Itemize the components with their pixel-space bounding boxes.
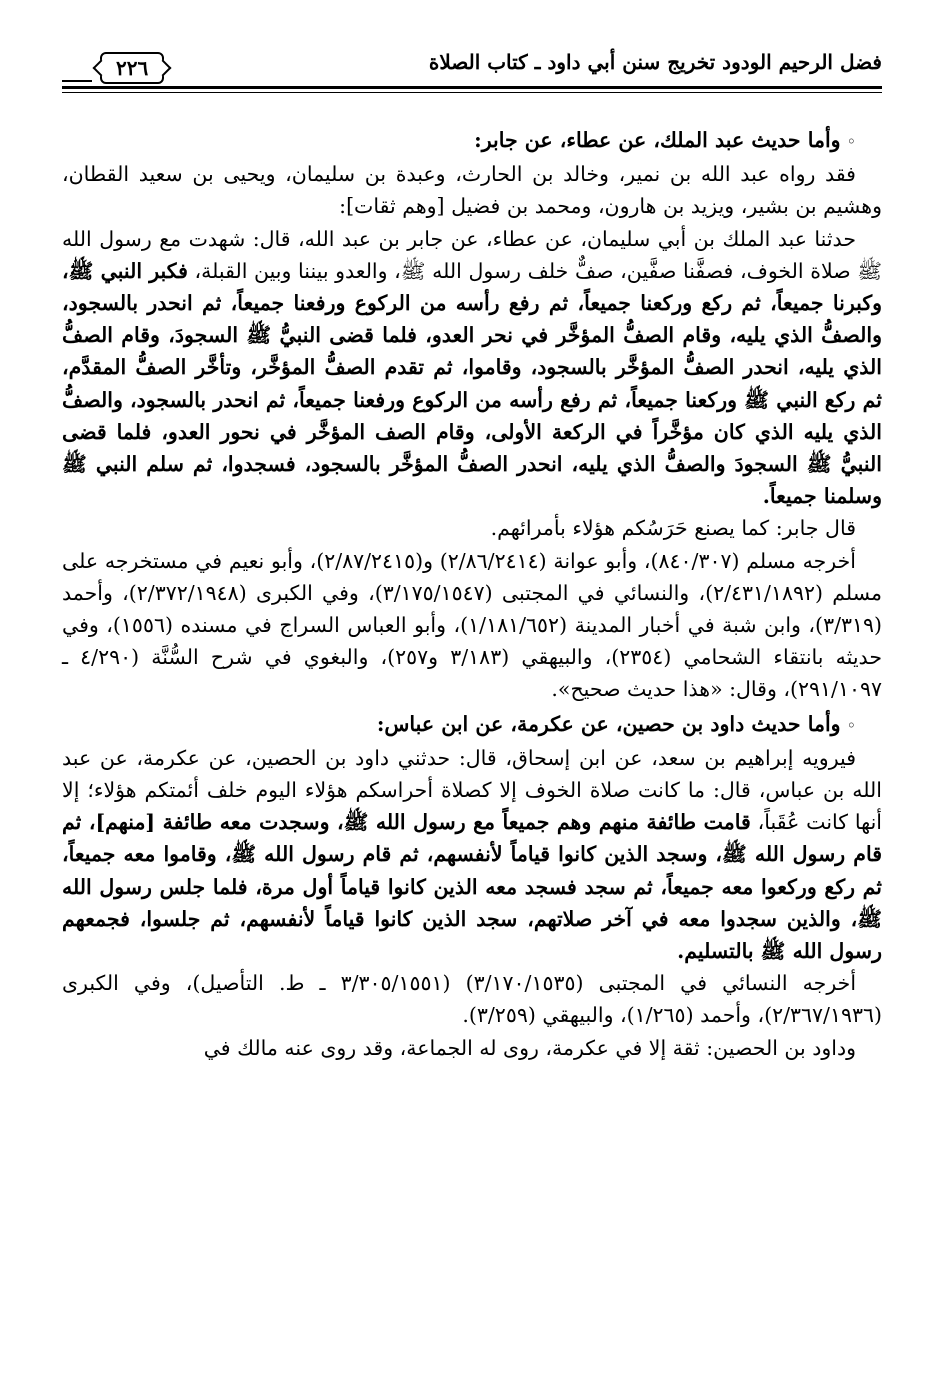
bullet-icon: ◦	[846, 132, 856, 151]
header-rule-thick	[62, 86, 882, 89]
page-number: ٢٢٦	[100, 52, 164, 84]
paragraph-hadith: فيرويه إبراهيم بن سعد، عن ابن إسحاق، قال: حدثني داود بن الحصين، عن عكرمة، عن عبد الله بن عباس، قال: ما كانت صلاة الخوف إلا كصلاة أحراسكم هؤلاء اليوم خلف أئمتكم هؤلاء؛ إلا أنها كانت عُقَباً، قامت طائفة منهم وهم جميعاً مع رسول الله ﷺ، وسجدت معه طائفة [منهم]، ثم قام رسول الله ﷺ، وسجد الذين كانوا قياماً لأنفسهم، ثم قام رسول الله ﷺ، وقاموا معه جميعاً، ثم ركع وركعوا معه جميعاً، ثم سجد فسجد معه الذين كانوا قياماً أول مرة، فلما جلس رسول الله ﷺ، والذين سجدوا معه في آخر صلاتهم، سجد الذين كانوا قياماً لأنفسهم، ثم جلسوا، فجمعهم رسول الله ﷺ بالتسليم.	[62, 745, 882, 964]
page-body	[62, 124, 882, 1064]
paragraph-takhrij: أخرجه النسائي في المجتبى (٣/١٧٠/١٥٣٥) (٣/٣٠٥/١٥٥١ ـ ط. التأصيل)، وفي الكبرى (٢/٣٦٧/١٩٣٦)، وأحمد (١/٢٦٥)، والبيهقي (٣/٢٥٩).	[62, 971, 882, 1028]
page-header	[62, 48, 882, 94]
header-rule-thin	[62, 92, 882, 93]
paragraph: قال جابر: كما يصنع حَرَسُكم هؤلاء بأمرائهم.	[490, 516, 856, 541]
running-title: فضل الرحيم الودود تخريج سنن أبي داود ـ كتاب الصلاة	[428, 50, 882, 74]
paragraph: وداود بن الحصين: ثقة إلا في عكرمة، روى له الجماعة، وقد روى عنه مالك في	[203, 1035, 856, 1060]
paragraph: فقد رواه عبد الله بن نمير، وخالد بن الحارث، وعبدة بن سليمان، ويحيى بن سعيد القطان، وهشيم بن بشير، ويزيد بن هارون، ومحمد بن فضيل [وهم ثقات]:	[62, 162, 882, 219]
section-heading: ◦وأما حديث عبد الملك، عن عطاء، عن جابر:	[474, 128, 856, 152]
document-page	[62, 48, 882, 1368]
header-rule-left	[62, 80, 92, 82]
bullet-icon: ◦	[846, 715, 856, 735]
paragraph-takhrij: أخرجه مسلم (٨٤٠/٣٠٧)، وأبو عوانة (٢/٨٦/٢٤١٤) و(٢/٨٧/٢٤١٥)، وأبو نعيم في مستخرجه على مسلم (٢/٤٣١/١٨٩٢)، والنسائي في المجتبى (٣/١٧٥/١٥٤٧)، وفي الكبرى (٢/٣٧٢/١٩٤٨)، وأحمد (٣/٣١٩)، وابن شبة في أخبار المدينة (١/١٨١/٦٥٢)، وأبو العباس السراج في مسنده (١٥٥٦)، وفي حديثه بانتقاء الشحامي (٢٣٥٤)، والبيهقي (٣/١٨٣ و٢٥٧)، والبغوي في شرح السُّنَّة (٤/٢٩٠ ـ ٢٩١/١٠٩٧)، وقال: «هذا حديث صحيح».	[62, 548, 883, 702]
paragraph-hadith: حدثنا عبد الملك بن أبي سليمان، عن عطاء، عن جابر بن عبد الله، قال: شهدت مع رسول الله ﷺ صلاة الخوف، فصفَّنا صفَّين، صفٌّ خلف رسول الله ﷺ، والعدو بيننا وبين القبلة، فكبر النبي ﷺ، وكبرنا جميعاً، ثم ركع وركعنا جميعاً، ثم رفع رأسه من الركوع ورفعنا جميعاً، ثم انحدر بالسجود، والصفُّ الذي يليه، وقام الصفُّ المؤخَّر في نحر العدو، فلما قضى النبيُّ ﷺ السجودَ، وقام الصفُّ الذي يليه، انحدر الصفُّ المؤخَّر بالسجود، وقاموا، ثم تقدم الصفُّ المؤخَّر، وتأخَّر الصفُّ المقدَّم، ثم ركع النبي ﷺ وركعنا جميعاً، ثم رفع رأسه من الركوع ورفعنا جميعاً، ثم انحدر بالسجود، والصفُّ الذي يليه الذي كان مؤخَّراً في الركعة الأولى، وقام الصف المؤخَّر في نحور العدو، فلما قضى النبيُّ ﷺ السجودَ والصفُّ الذي يليه، انحدر الصفُّ المؤخَّر بالسجود، فسجدوا، ثم سلم النبي ﷺ وسلمنا جميعاً.	[62, 226, 882, 509]
section-heading: ◦وأما حديث داود بن حصين، عن عكرمة، عن ابن عباس:	[376, 711, 856, 736]
